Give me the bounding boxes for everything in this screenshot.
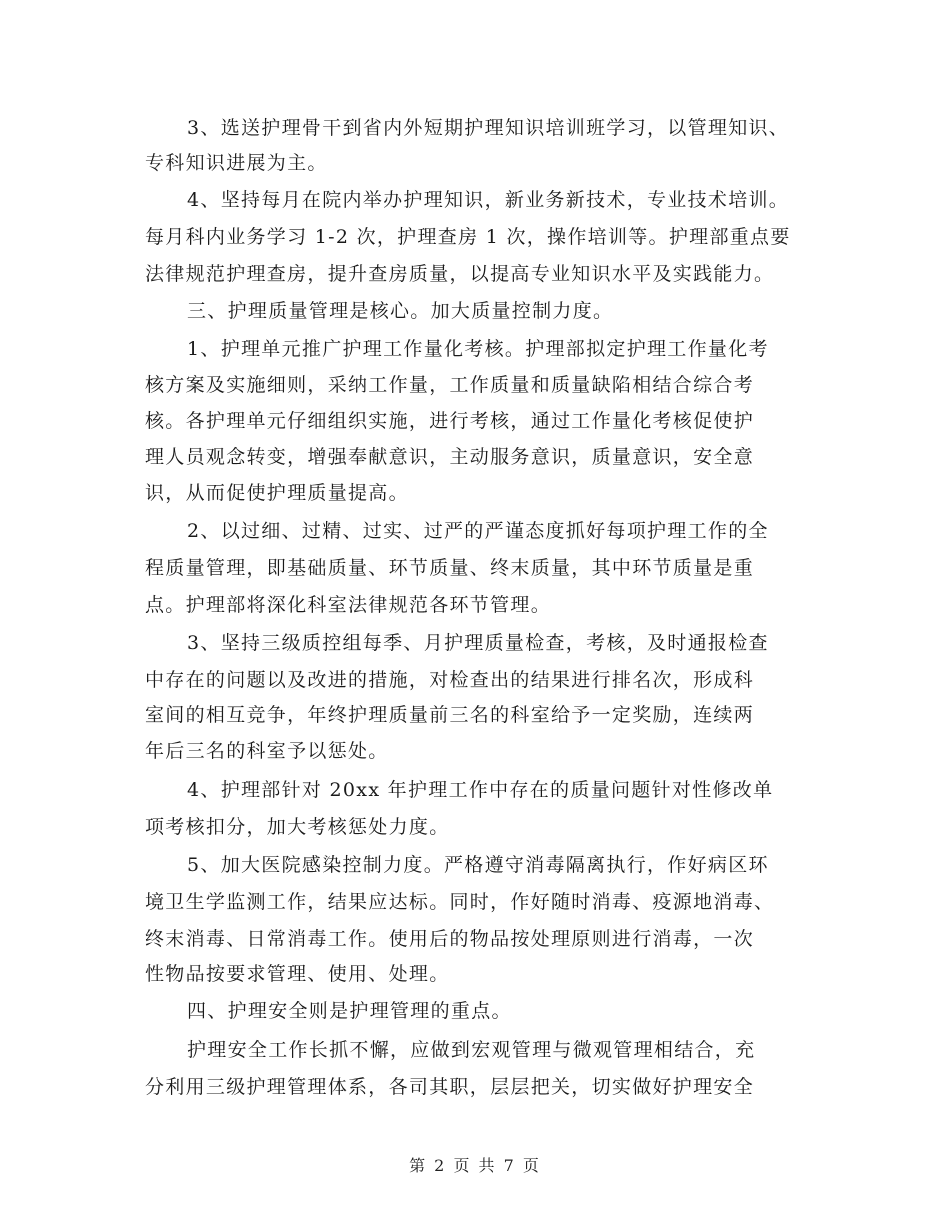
paragraph-line: 性物品按要求管理、使用、处理。 <box>145 963 450 985</box>
paragraph-line: 3、坚持三级质控组每季、月护理质量检查，考核，及时通报检查 <box>187 632 769 654</box>
paragraph-line: 分利用三级护理管理体系，各司其职，层层把关，切实做好护理安全 <box>145 1076 755 1098</box>
paragraph-line: 5、加大医院感染控制力度。严格遵守消毒隔离执行，作好病区环 <box>187 854 769 876</box>
paragraph-line: 中存在的问题以及改进的措施，对检查出的结果进行排名次，形成科 <box>145 669 755 691</box>
paragraph-line: 理人员观念转变，增强奉献意识，主动服务意识，质量意识，安全意 <box>145 446 755 468</box>
paragraph-line: 4、坚持每月在院内举办护理知识，新业务新技术，专业技术培训。 <box>187 189 790 211</box>
page-number-footer: 第 2 页 共 7 页 <box>409 1156 541 1175</box>
paragraph-line: 年后三名的科室予以惩处。 <box>145 740 389 762</box>
paragraph-line: 程质量管理，即基础质量、环节质量、终末质量，其中环节质量是重 <box>145 557 755 579</box>
paragraph-line: 项考核扣分，加大考核惩处力度。 <box>145 816 450 838</box>
paragraph-line: 1、护理单元推广护理工作量化考核。护理部拟定护理工作量化考 <box>187 338 769 360</box>
paragraph-line: 每月科内业务学习 1-2 次，护理查房 1 次，操作培训等。护理部重点要 <box>145 226 791 248</box>
paragraph-line: 点。护理部将深化科室法律规范各环节管理。 <box>145 594 552 616</box>
paragraph-line: 核方案及实施细则，采纳工作量，工作质量和质量缺陷相结合综合考 <box>145 374 755 396</box>
paragraph-line: 护理安全工作长抓不懈，应做到宏观管理与微观管理相结合，充 <box>187 1039 756 1061</box>
paragraph-line: 境卫生学监测工作，结果应达标。同时，作好随时消毒、疫源地消毒、 <box>145 891 775 913</box>
paragraph-line: 识，从而促使护理质量提高。 <box>145 482 409 504</box>
paragraph-line: 3、选送护理骨干到省内外短期护理知识培训班学习，以管理知识、 <box>187 117 790 139</box>
section-heading: 四、护理安全则是护理管理的重点。 <box>187 1000 512 1022</box>
paragraph-line: 终末消毒、日常消毒工作。使用后的物品按处理原则进行消毒，一次 <box>145 928 755 950</box>
section-heading: 三、护理质量管理是核心。加大质量控制力度。 <box>187 300 614 322</box>
paragraph-line: 核。各护理单元仔细组织实施，进行考核，通过工作量化考核促使护 <box>145 410 755 432</box>
paragraph-line: 4、护理部针对 20xx 年护理工作中存在的质量问题针对性修改单 <box>187 779 774 801</box>
paragraph-line: 法律规范护理查房，提升查房质量，以提高专业知识水平及实践能力。 <box>145 263 775 285</box>
paragraph-line: 室间的相互竞争，年终护理质量前三名的科室给予一定奖励，连续两 <box>145 704 755 726</box>
paragraph-line: 2、以过细、过精、过实、过严的严谨态度抓好每项护理工作的全 <box>187 520 769 542</box>
paragraph-line: 专科知识进展为主。 <box>145 152 328 174</box>
